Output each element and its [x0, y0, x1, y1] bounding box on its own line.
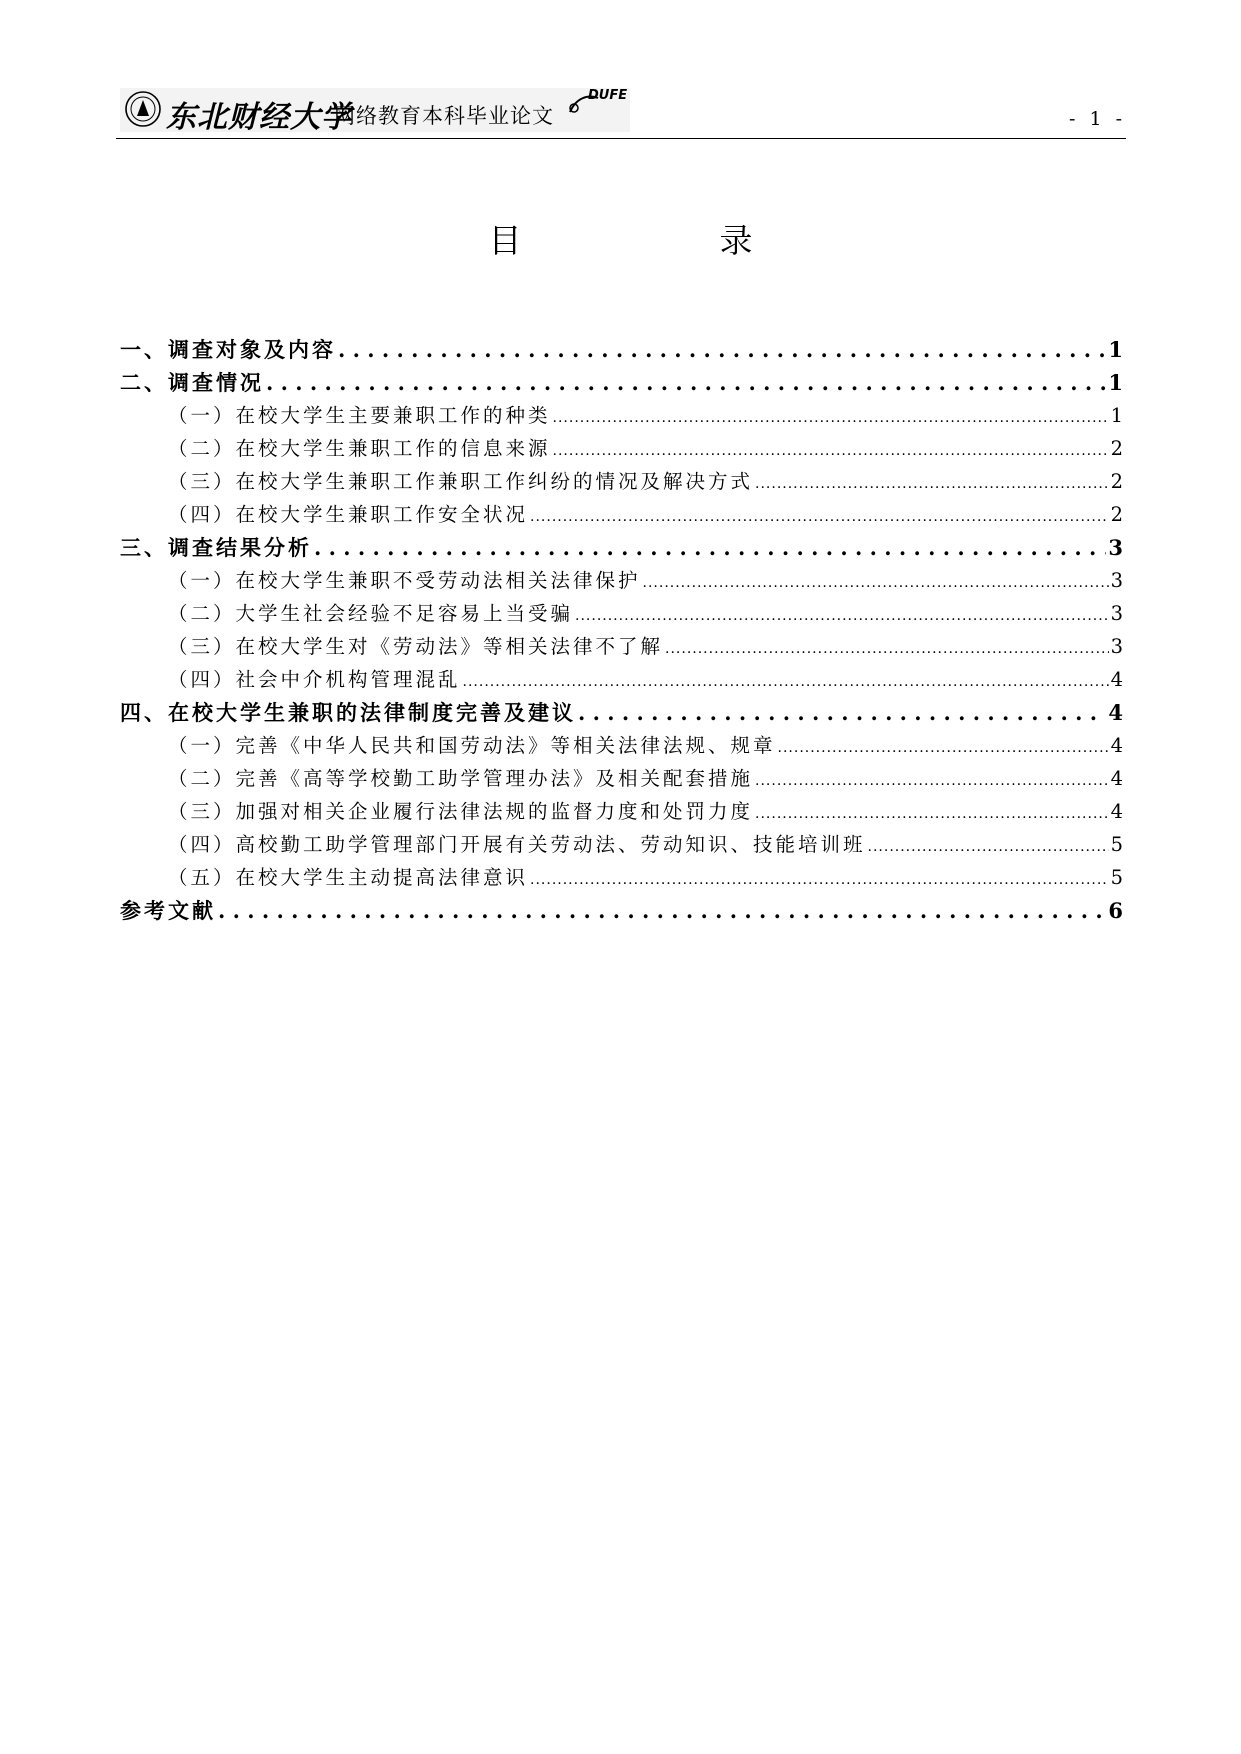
- toc-entry-text: 在校大学生兼职工作安全状况: [235, 503, 529, 526]
- toc-dot-leader: [778, 734, 1109, 757]
- toc-entry-label: [168, 862, 528, 890]
- toc-dot-leader: [218, 898, 1106, 923]
- toc-entry-prefix: （五）: [168, 866, 236, 889]
- toc-dot-leader: [553, 437, 1109, 460]
- toc-entry-prefix: （二）: [168, 602, 236, 625]
- toc-entry-prefix: （一）: [168, 569, 236, 592]
- toc-entry-label: [120, 532, 312, 562]
- toc-dot-leader: [553, 404, 1109, 427]
- toc-entry-subsection[interactable]: [120, 730, 1123, 763]
- toc-entry-label: [168, 730, 776, 758]
- toc-entry-label: [168, 466, 753, 494]
- toc-page-number: 1: [1110, 404, 1123, 427]
- toc-entry-section[interactable]: [120, 334, 1123, 367]
- toc-entry-text: 调查结果分析: [168, 535, 312, 560]
- toc-entry-text: 在校大学生兼职工作兼职工作纠纷的情况及解决方式: [235, 470, 754, 493]
- toc-entry-text: 在校大学生主动提高法律意识: [235, 866, 529, 889]
- toc-entry-label: [168, 400, 551, 428]
- toc-dot-leader: [266, 370, 1106, 395]
- toc-entry-prefix: 一、: [120, 337, 168, 362]
- toc-entry-label: [168, 565, 641, 593]
- toc-page-number: 2: [1110, 503, 1123, 526]
- toc-entry-text: 在校大学生对《劳动法》等相关法律不了解: [235, 635, 664, 658]
- toc-entry-subsection[interactable]: [120, 400, 1123, 433]
- toc-page-number: 4: [1110, 800, 1123, 823]
- page-number: - 1 -: [1068, 108, 1126, 130]
- toc-dot-leader: [665, 635, 1109, 658]
- toc-entry-subsection[interactable]: [120, 466, 1123, 499]
- toc-entry-text: 在校大学生兼职不受劳动法相关法律保护: [235, 569, 641, 592]
- toc-entry-text: 大学生社会经验不足容易上当受骗: [235, 602, 574, 625]
- toc-entry-subsection[interactable]: [120, 796, 1123, 829]
- toc-page-number: 3: [1110, 602, 1123, 625]
- toc-entry-prefix: （二）: [168, 767, 236, 790]
- toc-dot-leader: [575, 602, 1109, 625]
- university-logo: [120, 88, 630, 135]
- toc-entry-subsection[interactable]: [120, 598, 1123, 631]
- toc-dot-leader: [643, 569, 1109, 592]
- toc-entry-text: 参考文献: [120, 898, 216, 923]
- toc-entry-label: [168, 796, 753, 824]
- toc-entry-text: 在校大学生兼职工作的信息来源: [235, 437, 551, 460]
- toc-page-number: 3: [1110, 569, 1123, 592]
- toc-page-number: 5: [1110, 833, 1123, 856]
- toc-entry-text: 高校勤工助学管理部门开展有关劳动法、劳动知识、技能培训班: [235, 833, 866, 856]
- toc-dot-leader: [755, 470, 1109, 493]
- page-header: [116, 88, 1126, 140]
- toc-page-number: 1: [1108, 337, 1123, 362]
- toc-page-number: 3: [1110, 635, 1123, 658]
- toc-entry-subsection[interactable]: [120, 763, 1123, 796]
- toc-entry-label: [168, 763, 753, 791]
- toc-page-number: 4: [1108, 700, 1123, 725]
- toc-entry-prefix: 四、: [120, 700, 168, 725]
- toc-entry-subsection[interactable]: [120, 565, 1123, 598]
- toc-entry-prefix: 三、: [120, 535, 168, 560]
- toc-entry-subsection[interactable]: [120, 829, 1123, 862]
- toc-page-number: 4: [1110, 734, 1123, 757]
- toc-entry-text: 完善《高等学校勤工助学管理办法》及相关配套措施: [235, 767, 754, 790]
- toc-entry-subsection[interactable]: [120, 631, 1123, 664]
- toc-entry-prefix: （三）: [168, 800, 236, 823]
- toc-dot-leader: [755, 800, 1109, 823]
- university-name: 东北财经大学: [166, 100, 352, 135]
- toc-entry-label: [168, 433, 551, 461]
- seal-icon: [124, 90, 162, 128]
- toc-page-number: 1: [1108, 370, 1123, 395]
- toc-title-char-2: 录: [719, 221, 753, 260]
- toc-dot-leader: [868, 833, 1109, 856]
- toc-entry-label: [120, 697, 576, 727]
- toc-dot-leader: [530, 866, 1109, 889]
- toc-entry-text: 在校大学生兼职的法律制度完善及建议: [168, 700, 576, 725]
- toc-title: [0, 215, 1241, 262]
- toc-entry-subsection[interactable]: [120, 499, 1123, 532]
- dufe-label: DUFE: [588, 88, 628, 103]
- toc-entry-label: [168, 631, 663, 659]
- toc-entry-label: [168, 664, 461, 692]
- toc-entry-prefix: （四）: [168, 833, 236, 856]
- toc-entry-label: [120, 367, 264, 397]
- toc-entry-prefix: （一）: [168, 734, 236, 757]
- toc-entry-prefix: 二、: [120, 370, 168, 395]
- toc-entry-subsection[interactable]: [120, 862, 1123, 895]
- toc-entry-label: [120, 334, 336, 364]
- toc-entry-label: [168, 499, 528, 527]
- toc-entry-label: [168, 829, 866, 857]
- toc-page-number: 6: [1108, 898, 1123, 923]
- toc-entry-section[interactable]: [120, 895, 1123, 928]
- toc-entry-section[interactable]: [120, 367, 1123, 400]
- toc-page-number: 3: [1108, 535, 1123, 560]
- toc-entry-section[interactable]: [120, 697, 1123, 730]
- toc-page-number: 5: [1110, 866, 1123, 889]
- toc-entry-prefix: （一）: [168, 404, 236, 427]
- header-rule: [116, 138, 1126, 139]
- table-of-contents: [120, 334, 1123, 928]
- toc-entry-label: [168, 598, 573, 626]
- toc-entry-text: 完善《中华人民共和国劳动法》等相关法律法规、规章: [235, 734, 776, 757]
- header-subtitle: 网络教育本科毕业论文: [334, 104, 554, 128]
- toc-entry-prefix: （四）: [168, 668, 236, 691]
- toc-dot-leader: [338, 337, 1106, 362]
- toc-entry-prefix: （四）: [168, 503, 236, 526]
- toc-entry-prefix: （三）: [168, 470, 236, 493]
- dufe-mark: [568, 88, 638, 116]
- toc-page-number: 4: [1110, 668, 1123, 691]
- toc-dot-leader: [530, 503, 1109, 526]
- toc-entry-text: 调查对象及内容: [168, 337, 336, 362]
- toc-entry-subsection[interactable]: [120, 433, 1123, 466]
- toc-entry-label: [120, 895, 216, 925]
- toc-dot-leader: [755, 767, 1109, 790]
- toc-entry-text: 社会中介机构管理混乱: [235, 668, 461, 691]
- toc-entry-prefix: （二）: [168, 437, 236, 460]
- toc-entry-prefix: （三）: [168, 635, 236, 658]
- toc-entry-subsection[interactable]: [120, 664, 1123, 697]
- toc-entry-text: 调查情况: [168, 370, 264, 395]
- toc-dot-leader: [314, 535, 1106, 560]
- toc-entry-section[interactable]: [120, 532, 1123, 565]
- toc-page-number: 2: [1110, 437, 1123, 460]
- toc-entry-text: 加强对相关企业履行法律法规的监督力度和处罚力度: [235, 800, 754, 823]
- toc-page-number: 4: [1110, 767, 1123, 790]
- toc-entry-text: 在校大学生主要兼职工作的种类: [235, 404, 551, 427]
- toc-dot-leader: [578, 700, 1106, 725]
- toc-page-number: 2: [1110, 470, 1123, 493]
- toc-dot-leader: [463, 668, 1109, 691]
- toc-title-char-1: 目: [488, 221, 522, 260]
